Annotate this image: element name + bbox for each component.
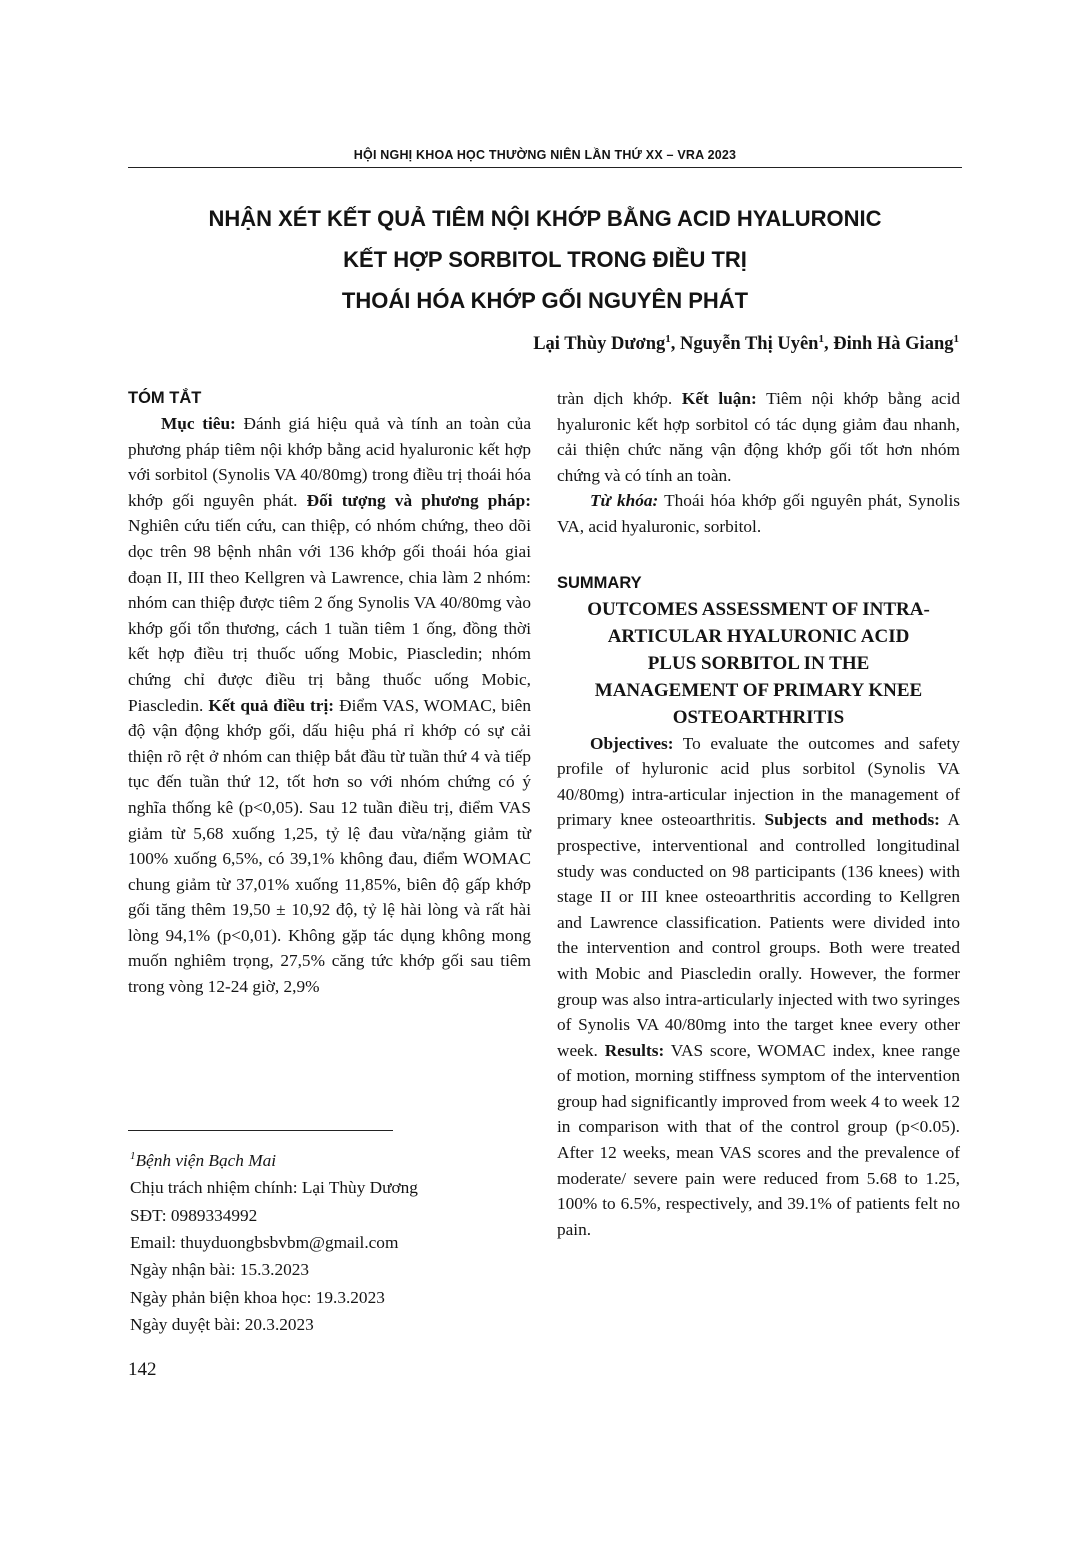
summary-paragraph	[557, 731, 960, 1243]
affiliation-text: Bệnh viện Bạch Mai	[135, 1150, 277, 1170]
abstract-vi-continued	[557, 386, 960, 488]
en-results-label: Results:	[604, 1040, 665, 1060]
left-column	[128, 385, 531, 1000]
continued-text: tràn dịch khớp.	[557, 389, 682, 408]
affiliation-mark: 1	[665, 333, 671, 345]
email: Email: thuyduongbsbvbm@gmail.com	[130, 1232, 399, 1252]
keywords-text: Thoái hóa khớp gối nguyên phát, Synolis VA, acid hyaluronic, sorbitol.	[557, 491, 960, 536]
author-list	[533, 333, 959, 355]
summary-title-line: PLUS SORBITOL IN THE	[647, 652, 870, 674]
author-name: Lại Thùy Dương	[533, 334, 666, 354]
en-methods-label: Subjects and methods:	[764, 810, 940, 830]
footnote	[130, 1143, 530, 1339]
title-line: NHẬN XÉT KẾT QUẢ TIÊM NỘI KHỚP BẰNG ACID HYALURONIC	[208, 206, 882, 231]
responsible-author: Chịu trách nhiệm chính: Lại Thùy Dương	[130, 1178, 418, 1198]
methods-label: Đối tượng và phương pháp:	[306, 490, 532, 510]
author-separator: ,	[823, 334, 834, 354]
objectives-text: Đánh giá hiệu quả và tính an toàn của phương pháp tiêm nội khớp bằng acid hyaluronic kết hợp với sorbitol (Synolis VA 40/80mg) trong điều trị thoái hóa khớp gối nguyên phát.	[128, 414, 531, 510]
objectives-label: Mục tiêu:	[161, 414, 236, 433]
summary-title-line: OSTEOARTHRITIS	[672, 706, 845, 728]
summary-title	[557, 596, 960, 731]
keywords-label: Từ khóa:	[590, 491, 659, 511]
affiliation-mark: 1	[818, 333, 824, 345]
title-line: THOÁI HÓA KHỚP GỐI NGUYÊN PHÁT	[341, 288, 749, 313]
received-date: Ngày nhận bài: 15.3.2023	[130, 1260, 310, 1280]
footnote-aff-mark: 1	[130, 1150, 136, 1162]
page-number: 142	[128, 1359, 157, 1380]
summary-title-line: OUTCOMES ASSESSMENT OF INTRA-	[587, 598, 930, 620]
affiliation-mark: 1	[953, 333, 959, 345]
abstract-vi-paragraph	[128, 411, 531, 1000]
en-methods-text: A prospective, interventional and controlled longitudinal study was conducted on 98 participants (136 knees) with stage II or III knee osteoarthritis according to Kellgren and Lawrence classification. Patients were divided into the intervention and control groups. Both were treated with Mobic and Piascledin orally. However, the former group was also intra-articularly injected with two syringes of Synolis VA 40/80mg into the target knee every other week.	[557, 810, 960, 1060]
author-separator: ,	[670, 334, 680, 354]
article-title	[128, 198, 962, 321]
phone: SĐT: 0989334992	[130, 1205, 258, 1225]
keywords	[557, 488, 960, 539]
methods-text: Nghiên cứu tiến cứu, can thiệp, có nhóm chứng, theo dõi dọc trên 98 bệnh nhân với 136 khớp gối thoái hóa giai đoạn II, III theo Kellgren và Lawrence, chia làm 2 nhóm: nhóm can thiệp được tiêm 2 ống Synolis VA 40/80mg vào khớp gối tổn thương, cách 1 tuần tiêm 1 ống, đồng thời kết hợp điều trị thuốc uống Mobic, Piascledin; nhóm chứng chỉ được điều trị bằng thuốc uống Mobic, Piascledin.	[128, 516, 531, 715]
title-line: KẾT HỢP SORBITOL TRONG ĐIỀU TRỊ	[343, 247, 747, 272]
conclusion-label: Kết luận:	[681, 389, 757, 408]
en-results-text: VAS score, WOMAC index, knee range of motion, morning stiffness symptom of the intervention group had significantly improved from week 4 to week 12 in comparison with that of the control group (p<0.05). After 12 weeks, mean VAS scores and the prevalence of moderate/ severe pain were reduced from 5.68 to 1.25, 100% to 6.5%, respectively, and 39.1% of patients felt no pain.	[557, 1040, 960, 1239]
review-date: Ngày phản biện khoa học: 19.3.2023	[130, 1287, 385, 1307]
header-rule	[128, 167, 962, 168]
accepted-date: Ngày duyệt bài: 20.3.2023	[130, 1315, 314, 1335]
en-objectives-label: Objectives:	[590, 733, 674, 753]
abstract-heading: TÓM TẮT	[128, 389, 202, 407]
footnote-rule	[128, 1130, 393, 1131]
en-objectives-text: To evaluate the outcomes and safety profile of hyluronic acid plus sorbitol (Synolis VA 40/80mg) intra-articular injection in the management of primary knee osteoarthritis.	[557, 733, 960, 830]
results-text: Điểm VAS, WOMAC, biên độ vận động khớp gối, dấu hiệu phá rỉ khớp có sự cải thiện rõ rệt ở nhóm can thiệp bắt đầu từ tuần thứ 4 và tiếp tục đến tuần thứ 12, tốt hơn so với nhóm chứng có ý nghĩa thống kê (p<0,05). Sau 12 tuần điều trị, điểm VAS giảm từ 5,68 xuống 1,25, tỷ lệ đau vừa/nặng giảm từ 100% xuống 6,5%, có 39,1% không đau, điểm WOMAC chung giảm từ 37,01% xuống 11,85%, biên độ gấp khớp gối tăng thêm 19,50 ± 10,92 độ, tỷ lệ hài lòng và rất hài lòng 94,1% (p<0,01). Không gặp tác dụng không mong muốn nghiêm trọng, 27,5% căng tức khớp gối sau tiêm trong vòng 12-24 giờ, 2,9%	[128, 695, 531, 997]
author-name: Đinh Hà Giang	[833, 334, 954, 354]
summary-heading: SUMMARY	[557, 573, 642, 592]
footnote-affiliation	[130, 1143, 530, 1174]
author-name: Nguyễn Thị Uyên	[680, 334, 819, 354]
conclusion-text: Tiêm nội khớp bằng acid hyaluronic kết hợp sorbitol có tác dụng giảm đau nhanh, cải thiện chức năng vận động khớp gối tốt hơn nhóm chứng và có tính an toàn.	[557, 389, 961, 485]
summary-title-line: MANAGEMENT OF PRIMARY KNEE	[594, 679, 923, 701]
results-label: Kết quả điều trị:	[208, 695, 335, 715]
summary-title-line: ARTICULAR HYALURONIC ACID	[607, 625, 910, 647]
running-header: HỘI NGHỊ KHOA HỌC THƯỜNG NIÊN LẦN THỨ XX – VRA 2023	[353, 148, 737, 162]
right-column	[557, 386, 960, 1242]
